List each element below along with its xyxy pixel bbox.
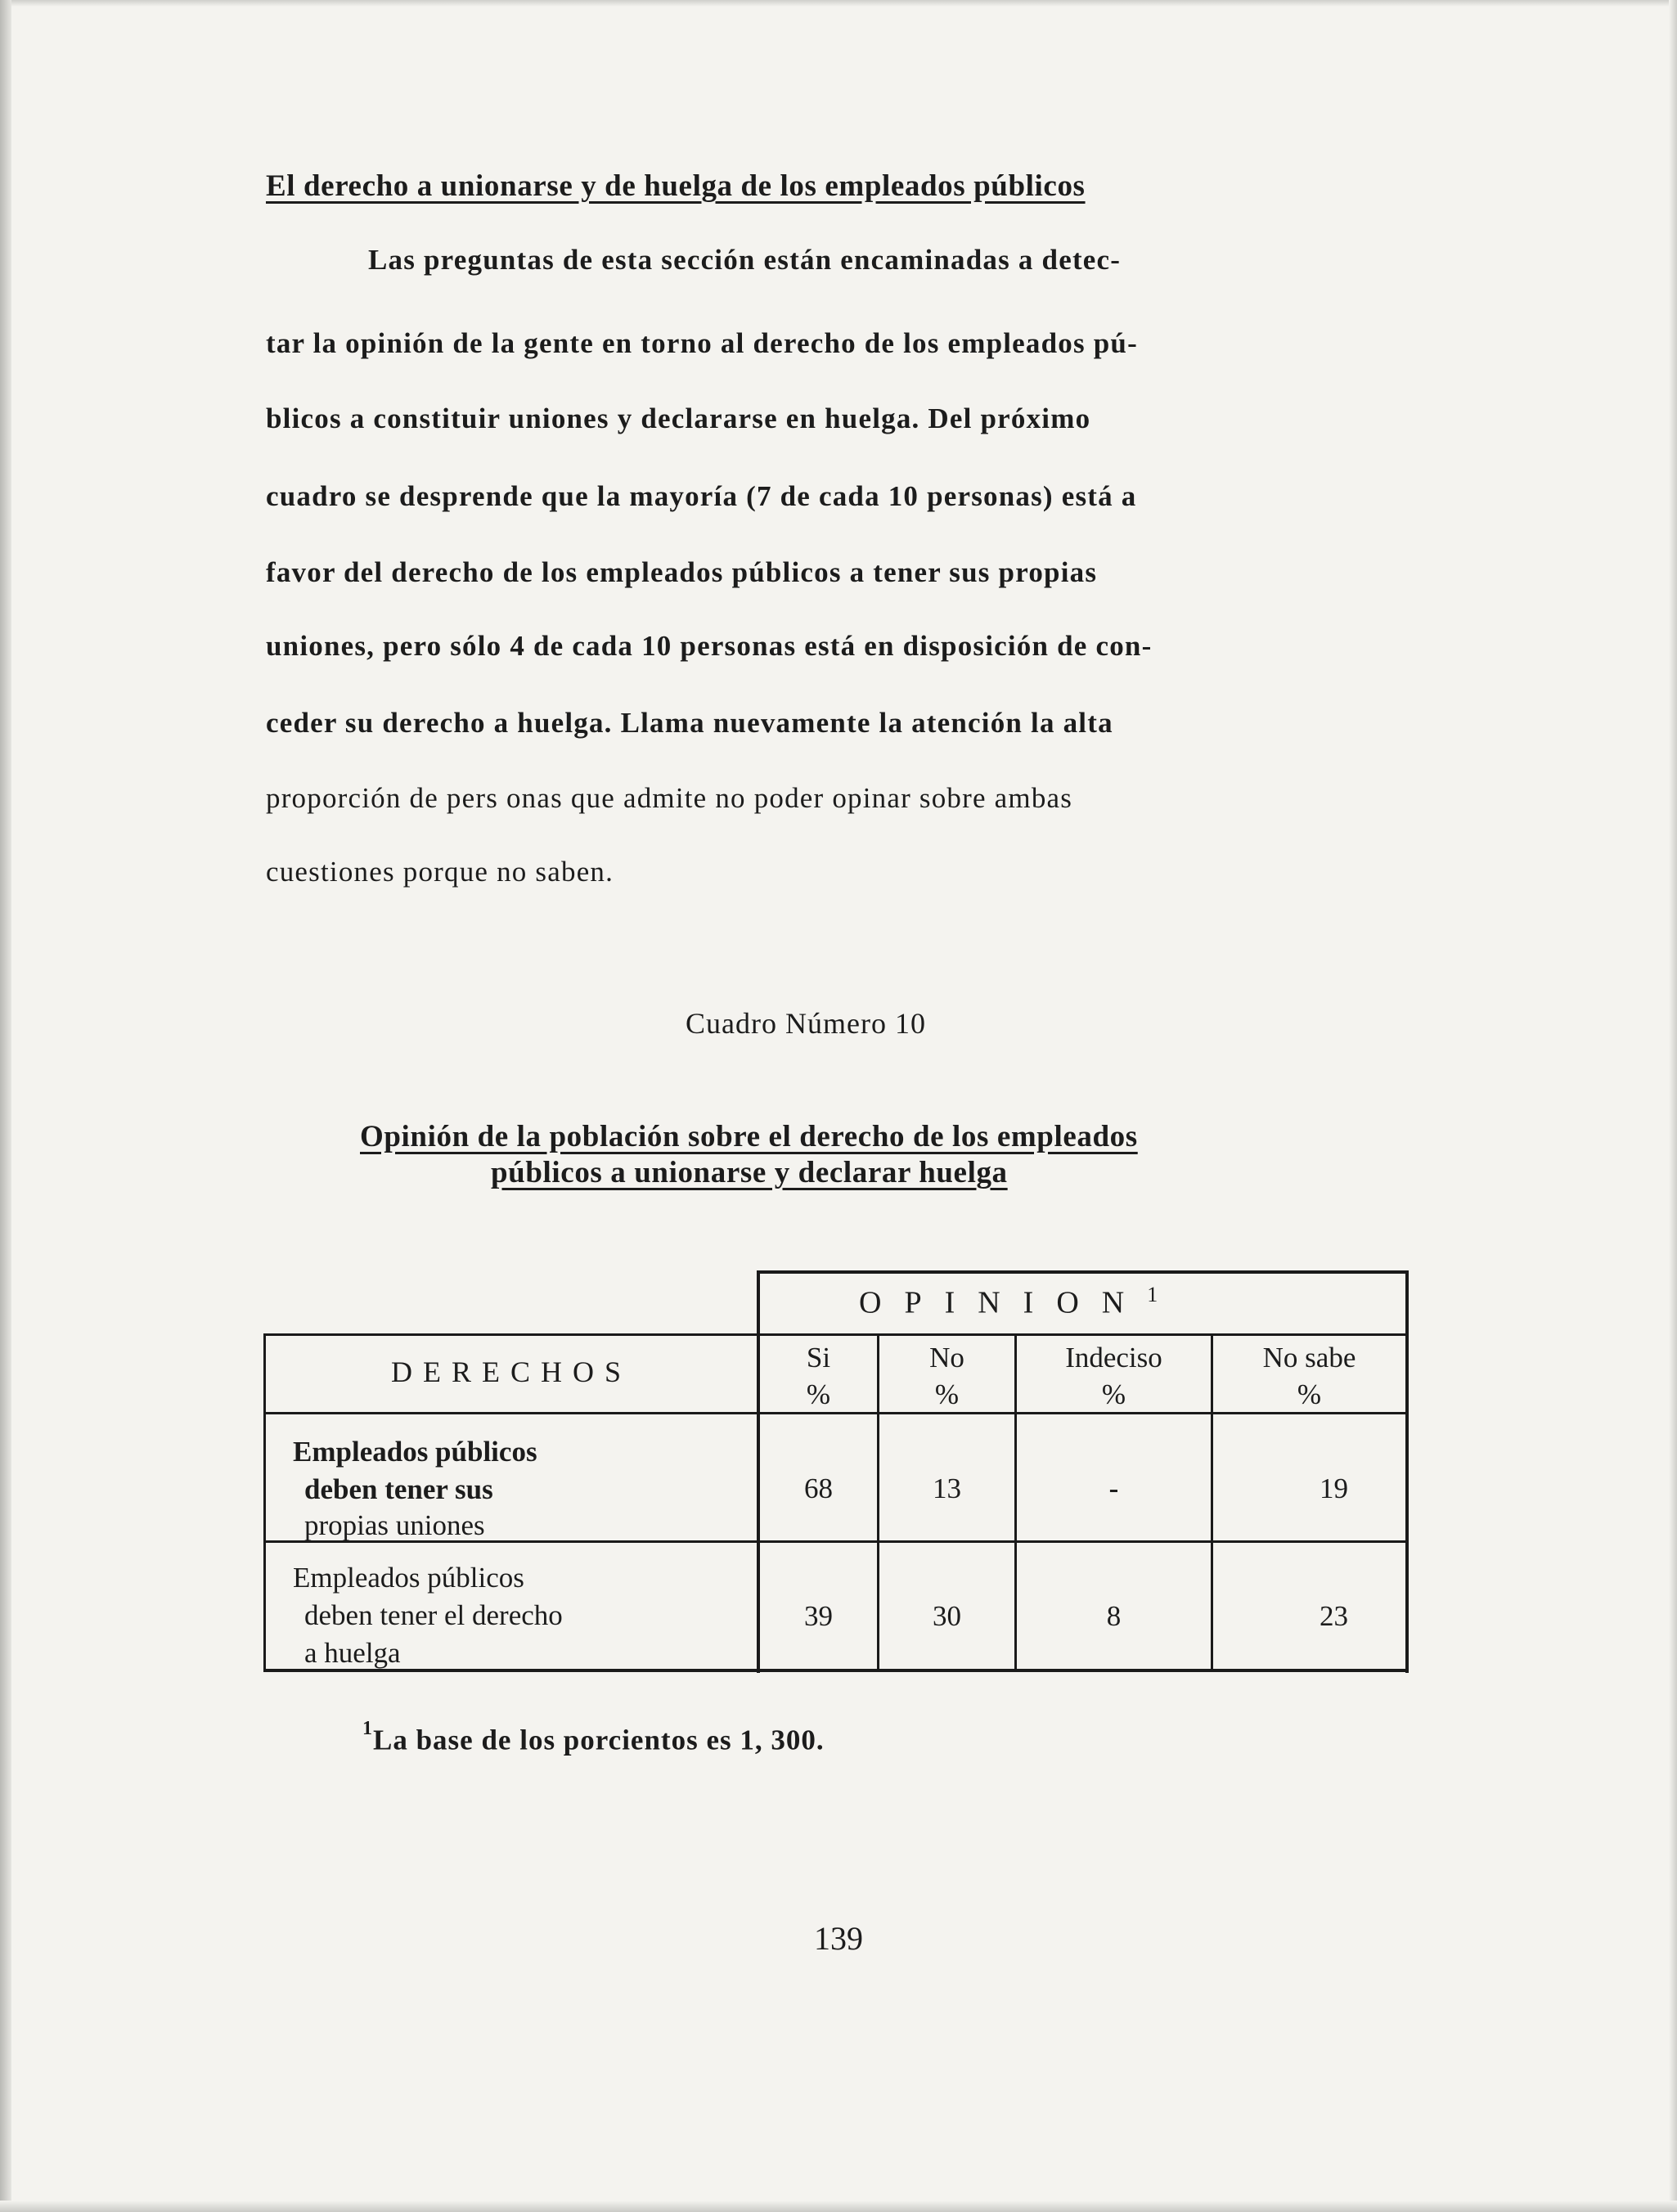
row-label-line: Empleados públicos [293, 1436, 537, 1468]
table-title-line-1: Opinión de la población sobre el derecho de los empleados [360, 1120, 1138, 1153]
paragraph-line: proporción de pers onas que admite no poder opinar sobre ambas [266, 782, 1073, 814]
paragraph-line: blicos a constituir uniones y declararse en huelga. Del próximo [266, 402, 1091, 434]
row-label-line: propias uniones [304, 1509, 485, 1541]
opinion-header: OPINION$^1$ [859, 1283, 1158, 1320]
page-edge-bottom [0, 2201, 1677, 2212]
column-unit-no-sabe: % [1297, 1378, 1322, 1410]
table-rule-header-top [263, 1333, 1409, 1336]
column-unit-indeciso: % [1101, 1378, 1126, 1410]
page-number: 139 [814, 1920, 863, 1957]
footnote-text: La base de los porcientos es 1, 300. [373, 1724, 825, 1756]
paragraph-line: tar la opinión de la gente en torno al derecho de los empleados pú- [266, 327, 1138, 359]
column-header-no: No [929, 1342, 964, 1374]
column-header-no-sabe: No sabe [1262, 1342, 1356, 1374]
table-cell: 13 [933, 1472, 961, 1504]
column-header-si: Si [806, 1342, 831, 1374]
table-cell: 39 [804, 1600, 833, 1632]
table-cell: 8 [1106, 1600, 1122, 1632]
rights-header: DERECHOS [390, 1356, 632, 1388]
table-cell: 23 [1320, 1600, 1348, 1632]
table-caption: Cuadro Número 10 [686, 1007, 926, 1040]
table-cell: 30 [933, 1600, 961, 1632]
paragraph-line: Las preguntas de esta sección están encaminadas a detec- [368, 244, 1122, 276]
footnote-mark: 1 [362, 1718, 373, 1739]
table-rule-bottom [263, 1669, 1409, 1672]
paragraph-line: cuestiones porque no saben. [266, 856, 614, 888]
column-unit-si: % [806, 1378, 831, 1410]
page-edge-top [0, 0, 1677, 7]
paragraph-line: cuadro se desprende que la mayoría (7 de cada 10 personas) está a [266, 480, 1137, 512]
section-heading: El derecho a unionarse y de huelga de los empleados públicos [266, 169, 1086, 203]
table-cell: 68 [804, 1472, 833, 1504]
paragraph-line: favor del derecho de los empleados públicos a tener sus propias [266, 556, 1098, 588]
table-rule-top [757, 1270, 1409, 1274]
column-header-indeciso: Indeciso [1065, 1342, 1162, 1374]
row-label-line: a huelga [304, 1637, 401, 1669]
paragraph-line: ceder su derecho a huelga. Llama nuevamente la atención la alta [266, 707, 1113, 739]
table-cell: - [1108, 1472, 1119, 1504]
row-label-line: deben tener el derecho [304, 1599, 563, 1631]
table-cell: 19 [1320, 1472, 1348, 1504]
column-unit-no: % [934, 1378, 960, 1410]
table-rule-right [1405, 1270, 1409, 1673]
row-label-line: Empleados públicos [293, 1562, 524, 1594]
row-label-line: deben tener sus [304, 1473, 493, 1505]
paragraph-line: uniones, pero sólo 4 de cada 10 personas está en disposición de con- [266, 630, 1153, 662]
footnote [362, 1718, 825, 1757]
table-title-line-2: públicos a unionarse y declarar huelga [491, 1156, 1008, 1189]
table-rule-header-bottom [263, 1412, 1409, 1414]
page-edge-left [0, 0, 11, 2212]
page-edge-right [1669, 0, 1677, 2212]
